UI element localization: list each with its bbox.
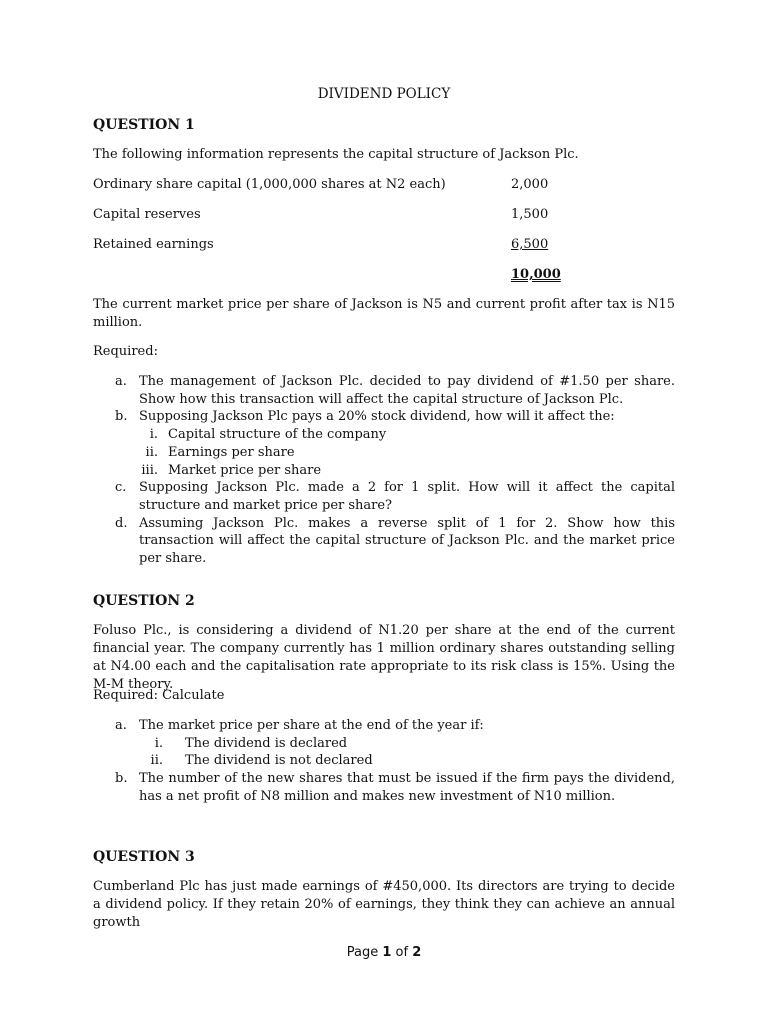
footer-current-page: 1 (382, 945, 392, 960)
document-title: DIVIDEND POLICY (317, 86, 451, 102)
capital-row-value: 2,000 (511, 177, 549, 192)
list-item (93, 717, 675, 770)
list-item-text: Supposing Jackson Plc. made a 2 for 1 split. How will it affect the capital structure and market price per share? (139, 480, 675, 513)
list-item (93, 770, 675, 805)
question-2-heading: QUESTION 2 (93, 593, 195, 609)
sub-list-marker: i. (154, 735, 163, 751)
question-1-intro: The following information represents the capital structure of Jackson Plc. (93, 147, 579, 162)
capital-row-value: 1,500 (511, 207, 549, 222)
footer-middle: of (391, 945, 413, 960)
sub-list-marker: iii. (141, 462, 158, 478)
sub-list (139, 735, 675, 770)
sub-list-text: Capital structure of the company (168, 427, 387, 443)
sub-list-text: Earnings per share (168, 444, 295, 460)
list-item (93, 515, 675, 568)
list-item-text: The number of the new shares that must be issued if the firm pays the dividend, has a net profit of N8 million and makes new investment of N10 million. (139, 771, 675, 804)
capital-row-label: Capital reserves (93, 207, 201, 222)
list-item (93, 373, 675, 408)
footer-total-pages: 2 (412, 945, 422, 960)
list-item-text: Assuming Jackson Plc. makes a reverse split of 1 for 2. Show how this transaction will affect the capital structure of Jackson Plc. and the market price per share. (139, 515, 675, 567)
list-item-text: The management of Jackson Plc. decided to pay dividend of #1.50 per share. Show how this transaction will affect the capital structure of Jackson Plc. (139, 374, 675, 407)
question-1-heading: QUESTION 1 (93, 117, 195, 133)
sub-list-item (93, 752, 675, 770)
sub-list (139, 426, 675, 479)
list-marker: b. (115, 409, 128, 425)
sub-list-item (93, 426, 675, 444)
question-2-intro: Foluso Plc., is considering a dividend of N1.20 per share at the end of the current financial year. The company currently has 1 million ordinary shares outstanding selling at N4.00 each and the capitalisation rate appropriate to its risk class is 15%. Using the M-M theory. (93, 623, 675, 692)
capital-total: 10,000 (511, 267, 561, 282)
sub-list-text: Market price per share (168, 462, 322, 478)
list-marker: a. (115, 374, 127, 389)
question-2-required: Required: Calculate (93, 688, 225, 703)
list-item-text: Supposing Jackson Plc pays a 20% stock dividend, how will it affect the: (139, 409, 615, 425)
sub-list-marker: ii. (145, 444, 158, 460)
sub-list-text: The dividend is declared (185, 735, 348, 751)
list-item (93, 408, 675, 479)
footer-prefix: Page (346, 945, 383, 960)
list-item-text: The market price per share at the end of the year if: (139, 718, 484, 733)
list-marker: b. (115, 771, 128, 787)
sub-list-text: The dividend is not declared (185, 753, 373, 769)
question-3-heading: QUESTION 3 (93, 849, 195, 865)
list-marker: d. (115, 515, 128, 531)
sub-list-item (93, 735, 675, 753)
sub-list-marker: i. (149, 427, 158, 443)
question-1-market-text: The current market price per share of Jackson is N5 and current profit after tax is N15 million. (93, 297, 675, 330)
capital-row-label: Ordinary share capital (1,000,000 shares at N2 each) (93, 177, 446, 192)
question-3-intro: Cumberland Plc has just made earnings of #450,000. Its directors are trying to decide a dividend policy. If they retain 20% of earnings, they think they can achieve an annual growth (93, 879, 675, 930)
page-footer (0, 945, 768, 960)
sub-list-item (93, 462, 675, 480)
capital-row-value: 6,500 (511, 237, 549, 252)
sub-list-marker: ii. (150, 753, 163, 769)
question-1-list (93, 373, 675, 568)
question-2-list (93, 717, 675, 806)
question-1-required: Required: (93, 344, 158, 359)
capital-row-label: Retained earnings (93, 237, 214, 252)
sub-list-item (93, 444, 675, 462)
list-marker: a. (115, 718, 127, 733)
list-item (93, 479, 675, 514)
list-marker: c. (115, 480, 127, 496)
